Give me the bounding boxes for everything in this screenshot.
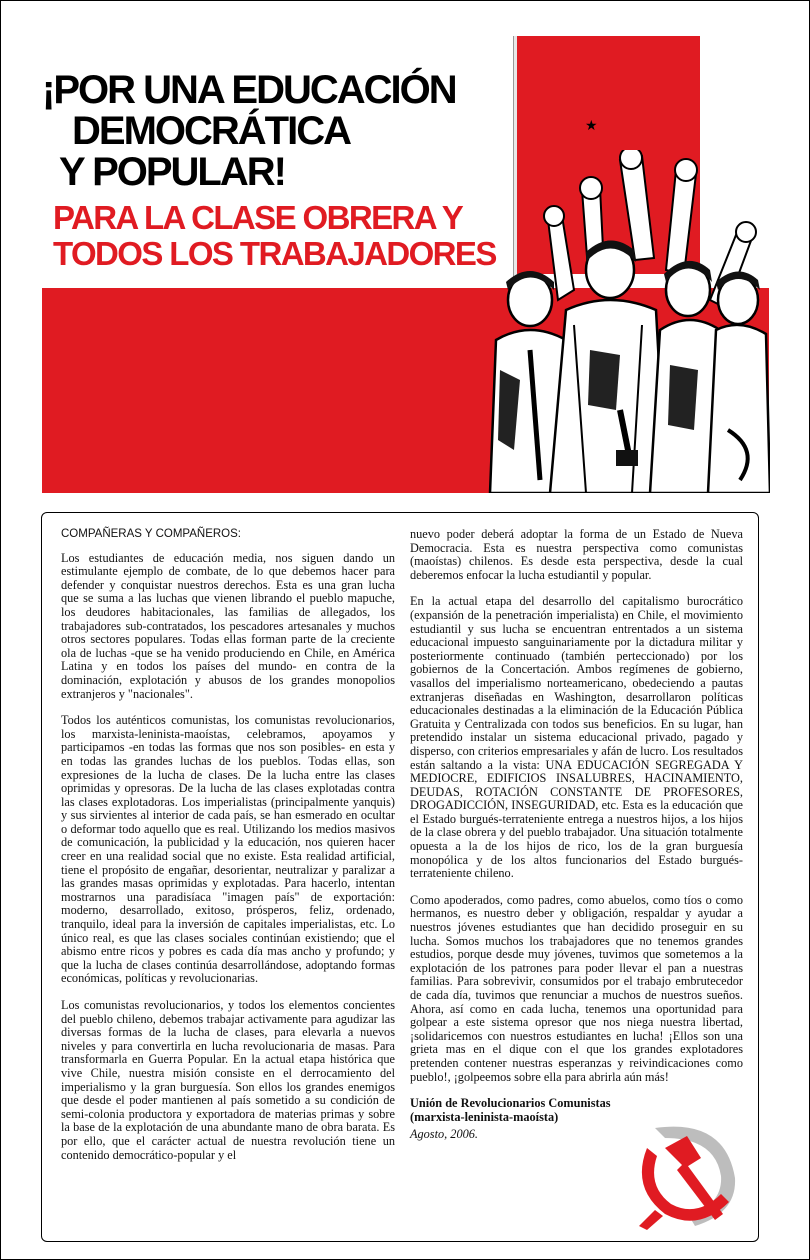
- paragraph: Los comunistas revolucionarios, y todos los elementos concientes del pueblo chileno, debemos trabajar activamente para agudizar las diversas formas de la lucha de clases, para elevarla a nuevos niveles y para convertirla en lucha revolucionaria de masas. Para transformarla en Guerra Popular. En la actual etapa histórica que vive Chile, nuestra misión consiste en el derrocamiento del imperialismo y la gran burguesía. Son ellos los grandes enemigos que desde el poder mantienen al país sometido a su condición de semi-colonia productora y exportadora de materias primas y sobre la base de la explotación de una abundante mano de obra barata. Es por ello, que el carácter actual de nuestra revolución tiene un contenido democrático-popular y el: [61, 998, 395, 1162]
- paragraph: En la actual etapa del desarrollo del capitalismo burocrático (expansión de la penetración imperialista) en Chile, el movimiento estudiantil y sus lucha se encuentran entrentados a un sistema educacional impuesto sanguinariamente por la dictadura militar y posteriormente continuado (también perteccionado) por los gobiernos de la Concertación. Ambos regímenes de gobierno, vasallos del imperialismo norteamericano, obedeciendo a pautas extranjeras diseñadas en Washington, desarrollaron políticas educacionales destinadas a la eliminación de la Educación Pública Gratuita y Centralizada con todos sus beneficios. En su lugar, han pretendido instalar un sistema educacional privado, pagado y disperso, con criterios empresariales y afán de lucro. Los resultados están saltando a la vista: UNA EDUCACIÓN SEGREGADA Y MEDIOCRE, EDIFICIOS INSALUBRES, HACINAMIENTO, DEUDAS, ROTACIÓN CONSTANTE DE PROFESORES, DROGADICCIÓN, INSEGURIDAD, etc. Esta es la educación que el Estado burgués-terrateniente entrega a nuestros hijos, a los hijos de la clase obrera y del pueblo trabajador. Una situación totalmente opuesta a la de los hijos de rico, los de la gran burguesía monopólica y de los altos funcionarios del Estado burgués-terrateniente chileno.: [410, 594, 743, 881]
- article-column-left: [61, 528, 395, 1175]
- paragraph: nuevo poder deberá adoptar la forma de un Estado de Nueva Democracia. Esta es nuestra perspectiva como comunistas (maoístas) chilenos. Es desde esta perspectiva, desde la cual deberemos enfocar la lucha estudiantil y popular.: [410, 527, 743, 582]
- paragraph: Los estudiantes de educación media, nos siguen dando un estimulante ejemplo de combate, de lo que debemos hacer para defender y conquistar nuestros derechos. Esta es una gran lucha que se suma a las luchas que vienen librando el pueblo mapuche, los deudores habitacionales, las familias de allegados, los trabajadores sub-contratados, los pescadores artesanales y muchos otros sectores populares. Todas ellas forman parte de la creciente ola de luchas -que se ha venido produciendo en Chile, en América Latina y en todos los países del mundo- en contra de la dominación, explotación y abusos de los grandes monopolios extranjeros y "nacionales".: [61, 550, 395, 701]
- title-line: ¡POR UNA EDUCACIÓN: [42, 68, 456, 112]
- subtitle-line: TODOS LOS TRABAJADORES: [53, 235, 496, 272]
- poster-subtitle: [53, 200, 513, 272]
- signature-subtitle: (marxista-leninista-maoísta): [410, 1109, 559, 1124]
- title-line: Y POPULAR!: [59, 150, 285, 194]
- poster-title: [42, 70, 512, 193]
- article-column-right: [410, 528, 743, 1155]
- signature-organization: Unión de Revolucionarios Comunistas: [410, 1096, 611, 1111]
- title-line: DEMOCRÁTICA: [72, 109, 350, 153]
- star-icon: ★: [585, 118, 598, 134]
- greeting: COMPAÑERAS Y COMPAÑEROS:: [61, 528, 241, 540]
- workers-illustration: [470, 150, 770, 493]
- subtitle-line: PARA LA CLASE OBRERA Y: [53, 199, 463, 236]
- signature-date: Agosto, 2006.: [410, 1127, 478, 1142]
- hammer-sickle-icon: [625, 1118, 745, 1230]
- paragraph: Como apoderados, como padres, como abuelos, como tíos o como hermanos, es nuestro deber y obligación, respaldar y ayudar a nuestros jóvenes estudiantes que han decidido proseguir en su lucha. Somos muchos los trabajadores que no tenemos grandes estudios, porque desde muy jóvenes, tuvimos que sometemos a la explotación de los patrones para poder llevar el pan a nuestras familias. Para sobrevivir, consumidos por el trabajo embrutecedor de cada día, tuvimos que renunciar a muchos de nuestros sueños. Ahora, así como en cada lucha, tenemos una oportunidad para golpear a este sistema opresor que nos niega nuestra libertad, ¡solidaricemos con nuestros estudiantes en lucha! ¡Ellos son una grieta mas en el dique con el que los grandes explotadores pretenden contener nuestras esperanzas y reivindicaciones como pueblo!, ¡golpeemos sobre ella para abrirla aún más!: [410, 892, 743, 1084]
- paragraph: Todos los auténticos comunistas, los comunistas revolucionarios, los marxista-leninista-maoístas, celebramos, apoyamos y participamos -en todas las formas que nos son posibles- en esta y en todas las grandes luchas de los pueblos. Todas ellas, son expresiones de la lucha de clases. De la lucha entre las clases oprimidas y opresoras. De la lucha de las clases explotadas contra las clases explotadoras. Los imperialistas (principalmente yanquis) y sus sirvientes al interior de cada país, se han esmerado en ocultar o deformar todo aquello que es real. Utilizando los medios masivos de comunicación, la publicidad y la educación, nos quieren hacer creer en una realidad social que no existe. Esta realidad artificial, tiene el propósito de engañar, desorientar, neutralizar y paralizar a las grandes masas oprimidas y explotadas. Para hacerlo, intentan mostrarnos una paradisíaca "imagen país" de exportación: moderno, desarrollado, exitoso, prósperos, feliz, ordenado, tranquilo, ideal para la inversión de capitales imperialistas, etc. Lo único real, es que las clases sociales continúan existiendo; que el abismo entre ricos y pobres es cada día mas ancho y profundo; y que la lucha de clases continúa desarrollándose, adoptando formas económicas, políticas y revolucionarias.: [61, 713, 395, 986]
